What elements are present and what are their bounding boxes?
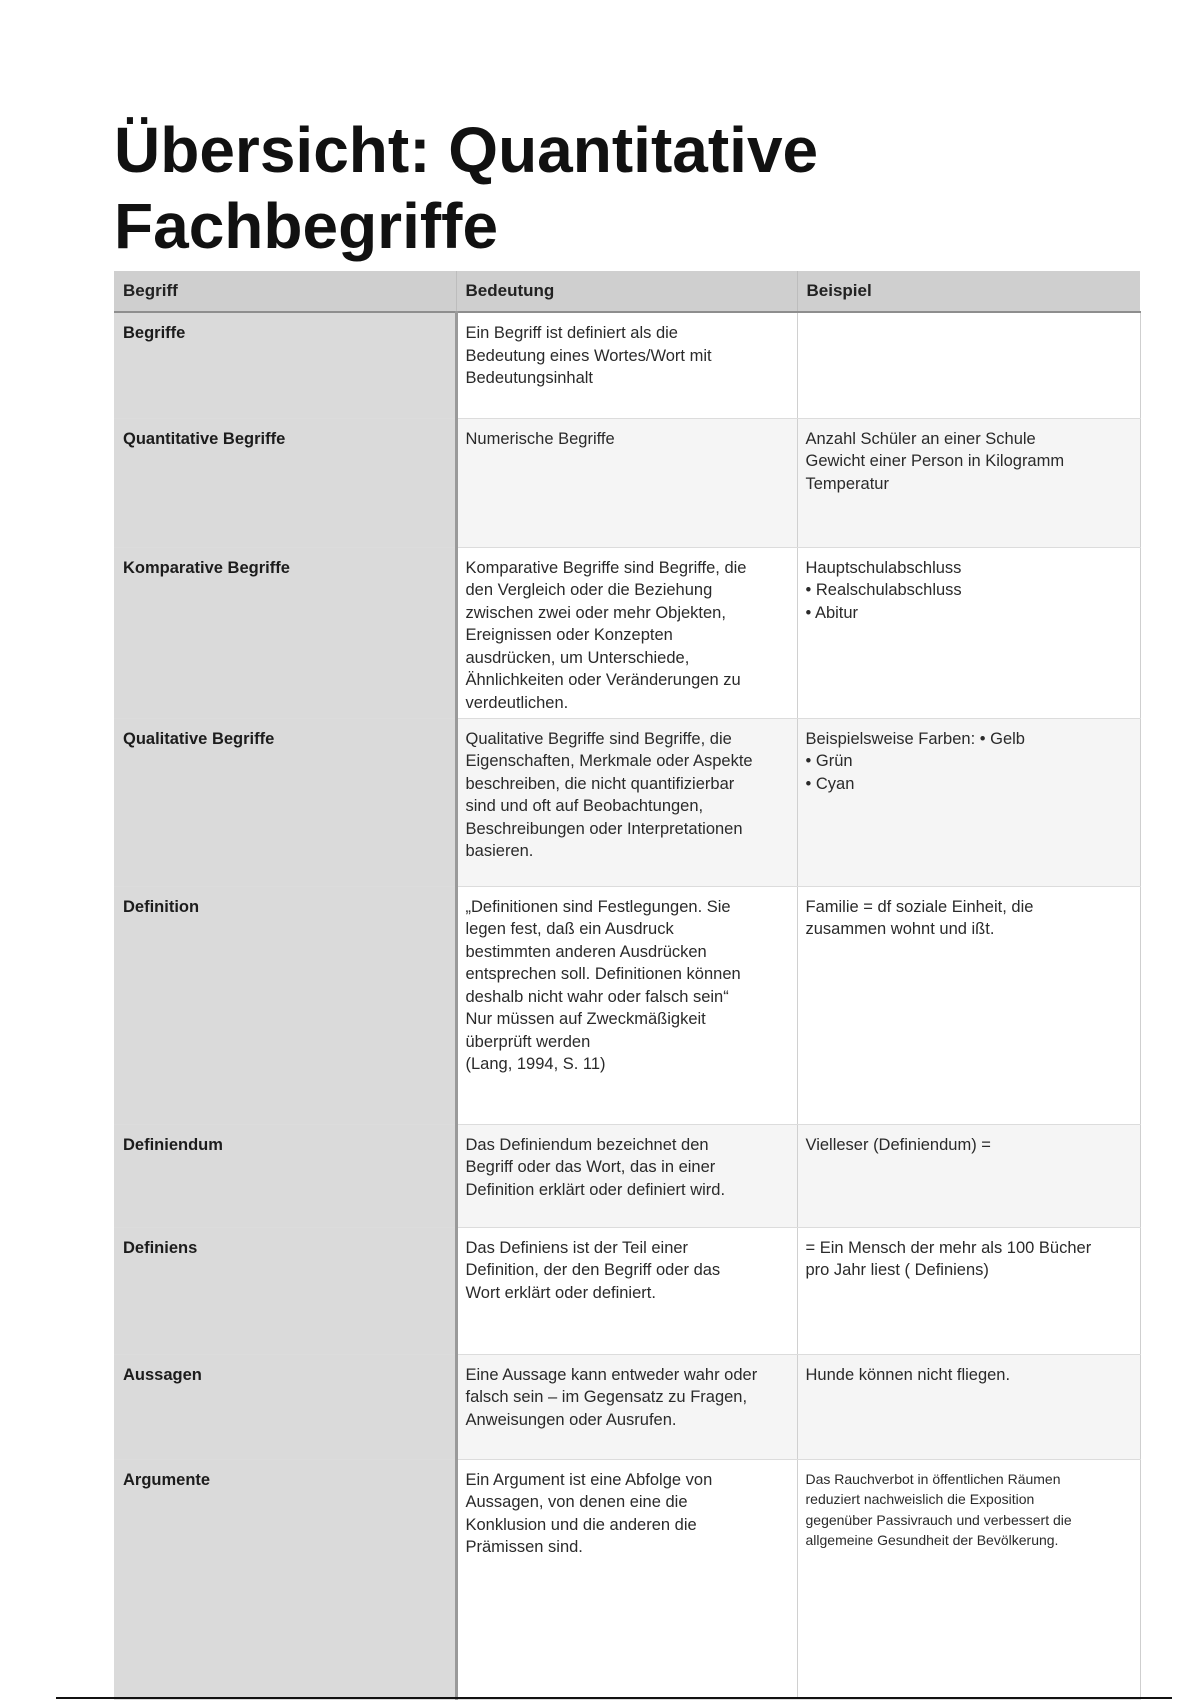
table-row-quantitative xyxy=(114,418,1140,547)
table-row-argumente xyxy=(114,1459,1140,1699)
meaning-cell: Qualitative Begriffe sind Begriffe, die Eigenschaften, Merkmale oder Aspekte beschreiben, die nicht quantifizierbar sind und oft auf Beobachtungen, Beschreibungen oder Interpretationen basieren. xyxy=(456,718,797,886)
meaning-cell: Ein Begriff ist definiert als die Bedeutung eines Wortes/Wort mit Bedeutungsinhalt xyxy=(456,312,797,418)
term-cell: Definiens xyxy=(114,1227,456,1354)
table-body xyxy=(114,312,1140,1699)
term-cell: Definition xyxy=(114,886,456,1124)
example-cell: Hunde können nicht fliegen. xyxy=(797,1354,1140,1459)
meaning-cell: Ein Argument ist eine Abfolge von Aussagen, von denen eine die Konklusion und die anderen die Prämissen sind. xyxy=(456,1459,797,1699)
meaning-cell: Das Definiens ist der Teil einer Definition, der den Begriff oder das Wort erklärt oder definiert. xyxy=(456,1227,797,1354)
header-example: Beispiel xyxy=(797,271,1140,312)
term-cell: Qualitative Begriffe xyxy=(114,718,456,886)
header-term: Begriff xyxy=(114,271,456,312)
meaning-cell: Numerische Begriffe xyxy=(456,418,797,547)
table-row-definiendum xyxy=(114,1124,1140,1227)
term-cell: Aussagen xyxy=(114,1354,456,1459)
table-row-komparative xyxy=(114,547,1140,718)
example-cell: Beispielsweise Farben: • Gelb • Grün • Cyan xyxy=(797,718,1140,886)
meaning-cell: Komparative Begriffe sind Begriffe, die den Vergleich oder die Beziehung zwischen zwei oder mehr Objekten, Ereignissen oder Konzepten ausdrücken, um Unterschiede, Ähnlichkeiten oder Veränderungen zu verdeutlichen. xyxy=(456,547,797,718)
header-meaning: Bedeutung xyxy=(456,271,797,312)
table-row-aussagen xyxy=(114,1354,1140,1459)
terms-table xyxy=(114,271,1141,1700)
example-cell: Anzahl Schüler an einer Schule Gewicht einer Person in Kilogramm Temperatur xyxy=(797,418,1140,547)
table-header xyxy=(114,271,1140,312)
term-cell: Komparative Begriffe xyxy=(114,547,456,718)
example-cell: = Ein Mensch der mehr als 100 Bücher pro Jahr liest ( Definiens) xyxy=(797,1227,1140,1354)
meaning-cell: Eine Aussage kann entweder wahr oder falsch sein – im Gegensatz zu Fragen, Anweisungen oder Ausrufen. xyxy=(456,1354,797,1459)
table-row-qualitative xyxy=(114,718,1140,886)
meaning-cell: „Definitionen sind Festlegungen. Sie legen fest, daß ein Ausdruck bestimmten anderen Ausdrücken entsprechen soll. Definitionen können deshalb nicht wahr oder falsch sein“ Nur müssen auf Zweckmäßigkeit überprüft werden (Lang, 1994, S. 11) xyxy=(456,886,797,1124)
page-bottom-rule xyxy=(56,1697,1172,1699)
term-cell: Quantitative Begriffe xyxy=(114,418,456,547)
table-header-row xyxy=(114,271,1140,312)
table-row-definiens xyxy=(114,1227,1140,1354)
example-cell: Hauptschulabschluss • Realschulabschluss • Abitur xyxy=(797,547,1140,718)
table-row-definition xyxy=(114,886,1140,1124)
term-cell: Argumente xyxy=(114,1459,456,1699)
meaning-cell: Das Definiendum bezeichnet den Begriff oder das Wort, das in einer Definition erklärt oder definiert wird. xyxy=(456,1124,797,1227)
example-cell: Familie = df soziale Einheit, die zusammen wohnt und ißt. xyxy=(797,886,1140,1124)
example-cell: Das Rauchverbot in öffentlichen Räumen reduziert nachweislich die Exposition gegenüber Passivrauch und verbessert die allgemeine Gesundheit der Bevölkerung. xyxy=(797,1459,1140,1699)
term-cell: Begriffe xyxy=(114,312,456,418)
table-row-begriffe xyxy=(114,312,1140,418)
term-cell: Definiendum xyxy=(114,1124,456,1227)
example-cell xyxy=(797,312,1140,418)
page-title: Übersicht: Quantitative Fachbegriffe xyxy=(114,114,819,262)
example-cell: Vielleser (Definiendum) = xyxy=(797,1124,1140,1227)
